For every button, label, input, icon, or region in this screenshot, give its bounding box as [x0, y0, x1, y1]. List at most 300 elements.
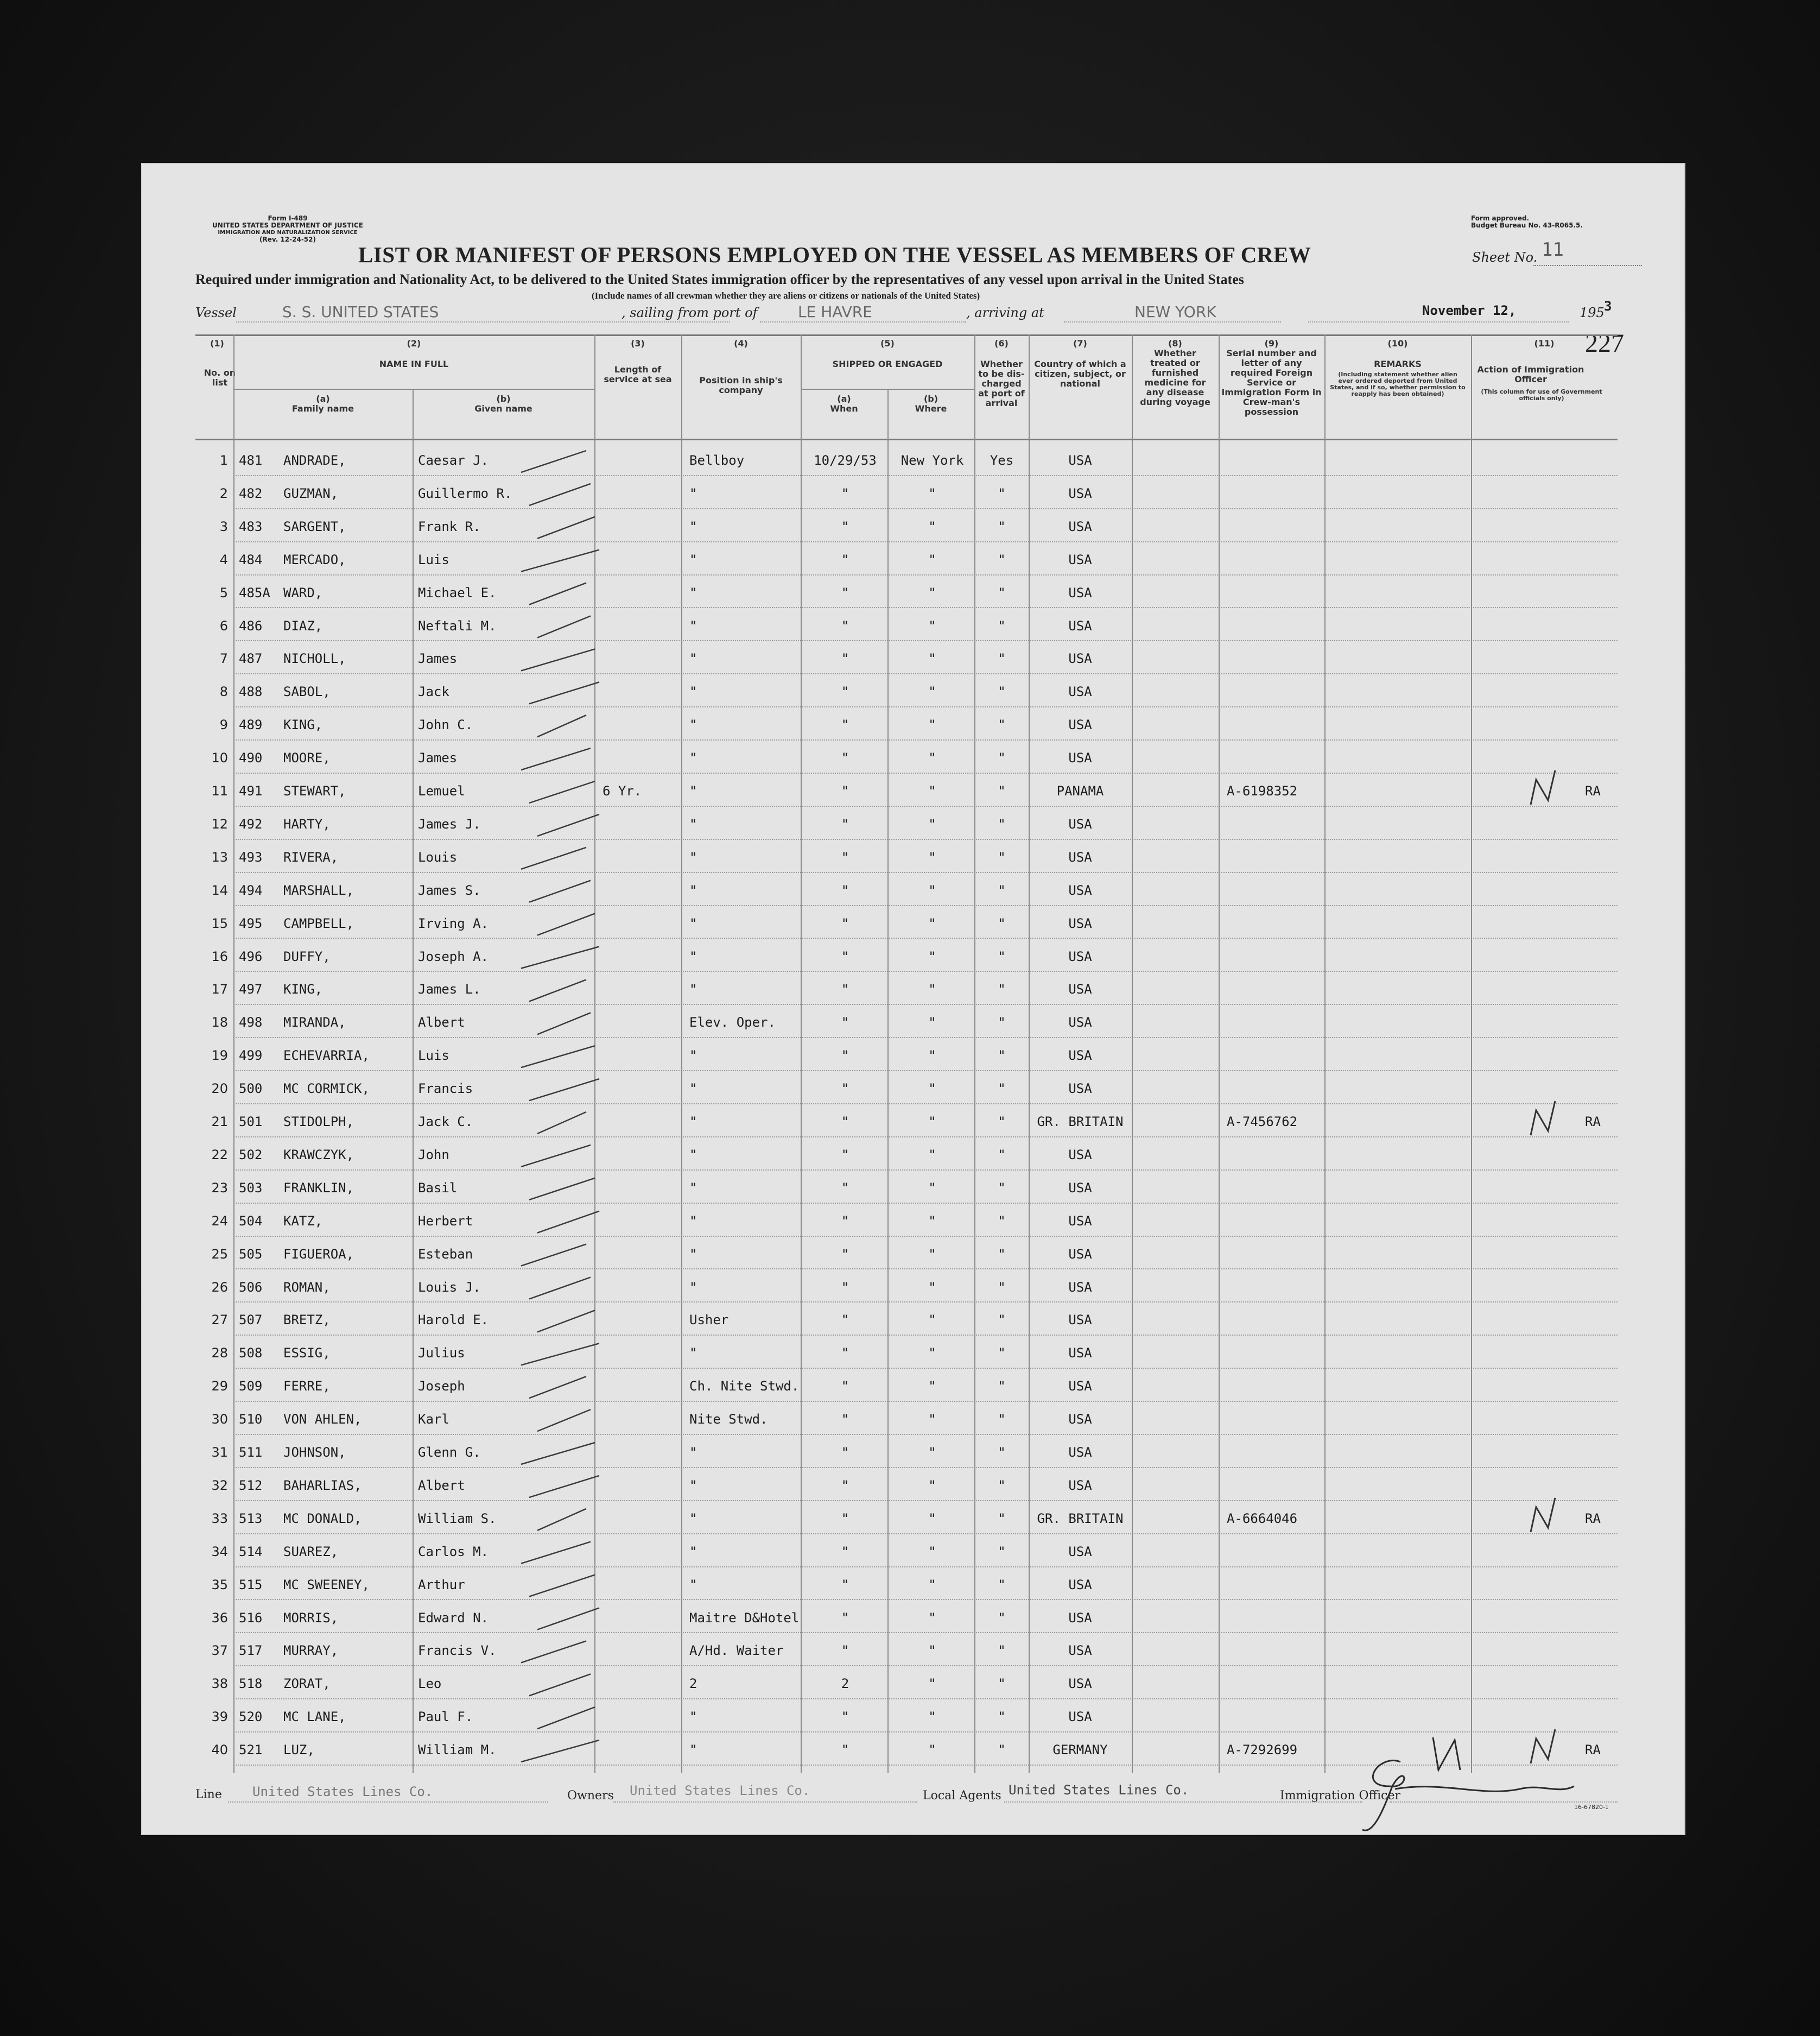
- cell-when: ": [841, 1114, 849, 1129]
- cell-id: 502: [239, 1147, 263, 1162]
- header-c11-num: (11): [1534, 338, 1555, 349]
- cell-id: 510: [239, 1412, 263, 1427]
- cell-country: USA: [1068, 849, 1092, 865]
- cell-position: ": [689, 618, 697, 634]
- cell-position: ": [689, 1213, 697, 1229]
- cell-family: ECHEVARRIA,: [283, 1048, 370, 1064]
- cell-country: USA: [1068, 1577, 1092, 1592]
- cell-discharged: ": [998, 1379, 1006, 1394]
- agency-line: UNITED STATES DEPARTMENT OF JUSTICE: [212, 222, 363, 229]
- cell-given: Lemuel: [418, 783, 465, 799]
- cell-discharged: ": [998, 1081, 1006, 1097]
- cell-n: 3: [219, 519, 228, 534]
- cell-where: ": [928, 1147, 936, 1162]
- cell-n: 11: [211, 783, 228, 799]
- cell-n: 24: [211, 1213, 228, 1229]
- cell-position: Elev. Oper.: [689, 1015, 776, 1030]
- cell-when: ": [841, 1577, 849, 1592]
- cell-serial: A-6198352: [1227, 783, 1298, 799]
- cell-discharged: ": [998, 1445, 1006, 1460]
- cell-given: William M.: [418, 1742, 497, 1758]
- cell-country: USA: [1068, 519, 1092, 534]
- check-mark: [537, 1608, 599, 1630]
- header-c2a: (a) Family name: [291, 394, 354, 414]
- cell-country: USA: [1068, 585, 1092, 600]
- cell-country: USA: [1068, 1676, 1092, 1692]
- cell-n: 22: [211, 1147, 228, 1162]
- cell-position: ": [689, 1709, 697, 1725]
- cell-discharged: ": [998, 1312, 1006, 1328]
- cell-family: HARTY,: [283, 816, 331, 832]
- cell-given: Paul F.: [418, 1709, 473, 1725]
- cell-position: ": [689, 1114, 697, 1129]
- cell-family: DUFFY,: [283, 949, 331, 964]
- cell-discharged: ": [998, 552, 1006, 567]
- vessel-label: Vessel: [195, 305, 237, 320]
- cell-n: 5: [219, 585, 228, 600]
- check-mark: [537, 1211, 599, 1233]
- cell-where: ": [928, 651, 936, 667]
- cell-when: ": [841, 849, 849, 865]
- cell-family: BRETZ,: [283, 1312, 331, 1328]
- cell-when: ": [841, 816, 849, 832]
- check-mark: [529, 881, 591, 902]
- header-c10-note: (Including statement whether alien ever ordered deported from United States, and if so, whether permission to reapply has been obtained): [1330, 371, 1466, 397]
- cell-discharged: ": [998, 651, 1006, 667]
- cell-where: ": [928, 982, 936, 997]
- header-c1: No. on list: [204, 368, 236, 388]
- cell-where: ": [928, 1180, 936, 1196]
- cell-id: 499: [239, 1048, 263, 1064]
- cell-id: 506: [239, 1279, 263, 1295]
- cell-position: ": [689, 1742, 697, 1758]
- footer-line-value: United States Lines Co.: [252, 1784, 433, 1799]
- cell-n: 27: [211, 1312, 228, 1328]
- cell-where: ": [928, 816, 936, 832]
- cell-country: USA: [1068, 982, 1092, 997]
- header-c4: Position in ship's company: [699, 375, 783, 395]
- cell-discharged: ": [998, 585, 1006, 600]
- cell-n: 14: [211, 882, 228, 898]
- cell-id: 513: [239, 1510, 263, 1526]
- header-c5b: (b) Where: [915, 394, 947, 414]
- cell-id: 504: [239, 1213, 263, 1229]
- cell-id: 483: [239, 519, 263, 534]
- cell-where: ": [928, 1709, 936, 1725]
- cell-discharged: ": [998, 1643, 1006, 1659]
- check-mark: [521, 1740, 599, 1762]
- cell-where: ": [928, 1114, 936, 1129]
- cell-id: 486: [239, 618, 263, 634]
- check-mark: [537, 1409, 591, 1431]
- cell-discharged: ": [998, 1412, 1006, 1427]
- cell-discharged: ": [998, 1577, 1006, 1592]
- cell-when: ": [841, 1643, 849, 1659]
- agency-line: IMMIGRATION AND NATURALIZATION SERVICE: [218, 230, 358, 236]
- cell-given: Joseph: [418, 1379, 465, 1394]
- cell-when: ": [841, 1610, 849, 1626]
- header-c2: NAME IN FULL: [379, 359, 449, 369]
- cell-n: 39: [211, 1709, 228, 1725]
- cell-id: 507: [239, 1312, 263, 1328]
- cell-when: ": [841, 1246, 849, 1262]
- cell-family: ANDRADE,: [283, 453, 346, 468]
- cell-where: ": [928, 1213, 936, 1229]
- cell-family: SARGENT,: [283, 519, 346, 534]
- cell-position: ": [689, 519, 697, 534]
- cell-where: ": [928, 1643, 936, 1659]
- cell-position: ": [689, 585, 697, 600]
- cell-when: 2: [841, 1676, 849, 1692]
- cell-family: GUZMAN,: [283, 485, 339, 501]
- cell-where: ": [928, 1412, 936, 1427]
- cell-country: USA: [1068, 949, 1092, 964]
- cell-where: ": [928, 1477, 936, 1493]
- cell-position: ": [689, 1246, 697, 1262]
- cell-n: 31: [211, 1445, 228, 1460]
- cell-id: 520: [239, 1709, 263, 1725]
- cell-n: 29: [211, 1379, 228, 1394]
- cell-when: ": [841, 519, 849, 534]
- cell-family: VON AHLEN,: [283, 1412, 362, 1427]
- cell-country: USA: [1068, 684, 1092, 700]
- cell-family: STEWART,: [283, 783, 346, 799]
- cell-position: ": [689, 1345, 697, 1361]
- cell-n: 19: [211, 1048, 228, 1064]
- cell-given: Louis J.: [418, 1279, 481, 1295]
- check-mark: [521, 1443, 595, 1464]
- cell-discharged: ": [998, 1114, 1006, 1129]
- year-suffix: 3: [1604, 299, 1612, 314]
- cell-country: USA: [1068, 1147, 1092, 1162]
- check-mark: [537, 1112, 586, 1134]
- cell-when: ": [841, 684, 849, 700]
- check-mark: [537, 1707, 595, 1729]
- cell-given: Louis: [418, 849, 458, 865]
- check-mark: [529, 484, 591, 505]
- cell-id: 484: [239, 552, 263, 567]
- check-mark: [537, 616, 591, 638]
- cell-given: William S.: [418, 1510, 497, 1526]
- footer-agents-label: Local Agents: [923, 1789, 1001, 1803]
- cell-where: ": [928, 949, 936, 964]
- cell-when: ": [841, 485, 849, 501]
- cell-n: 18: [211, 1015, 228, 1030]
- cell-when: 10/29/53: [814, 453, 877, 468]
- check-mark: [521, 1244, 586, 1266]
- check-mark: [529, 1079, 599, 1101]
- cell-country: USA: [1068, 1279, 1092, 1295]
- cell-when: ": [841, 585, 849, 600]
- cell-when: ": [841, 1510, 849, 1526]
- cell-n: 10: [211, 750, 228, 766]
- cell-id: 490: [239, 750, 263, 766]
- cell-discharged: ": [998, 1246, 1006, 1262]
- cell-id: 493: [239, 849, 263, 865]
- check-mark: [521, 649, 595, 671]
- cell-country: USA: [1068, 1412, 1092, 1427]
- cell-discharged: ": [998, 783, 1006, 799]
- header-c7-num: (7): [1073, 338, 1087, 349]
- document-subtitle: Required under immigration and Nationality Act, to be delivered to the United States immigration officer by the representatives of any vessel upon arrival in the United States: [195, 271, 1244, 287]
- cell-position: ": [689, 750, 697, 766]
- cell-country: USA: [1068, 1213, 1092, 1229]
- cell-id: 492: [239, 816, 263, 832]
- cell-where: ": [928, 618, 936, 634]
- manifest-sheet: [141, 163, 1685, 1835]
- cell-position: ": [689, 882, 697, 898]
- cell-when: ": [841, 1147, 849, 1162]
- header-c5a: (a) When: [830, 394, 858, 414]
- cell-when: ": [841, 882, 849, 898]
- cell-position: ": [689, 915, 697, 931]
- cell-discharged: ": [998, 1279, 1006, 1295]
- cell-family: SUAREZ,: [283, 1544, 339, 1559]
- cell-action: RA: [1585, 783, 1601, 799]
- cell-id: 488: [239, 684, 263, 700]
- cell-given: Albert: [418, 1015, 465, 1030]
- cell-discharged: ": [998, 849, 1006, 865]
- cell-discharged: ": [998, 684, 1006, 700]
- cell-where: ": [928, 849, 936, 865]
- cell-where: ": [928, 1676, 936, 1692]
- header-c7: Country of which a citizen, subject, or national: [1034, 359, 1126, 389]
- cell-n: 33: [211, 1510, 228, 1526]
- cell-position: ": [689, 949, 697, 964]
- cell-given: Frank R.: [418, 519, 481, 534]
- check-mark: [537, 517, 595, 539]
- cell-family: MC DONALD,: [283, 1510, 362, 1526]
- cell-id: 515: [239, 1577, 263, 1592]
- check-mark: [529, 781, 595, 803]
- sheet-label: Sheet No.: [1472, 250, 1538, 265]
- form-revision: (Rev. 12-24-52): [259, 236, 316, 243]
- header-c10: REMARKS: [1374, 359, 1422, 369]
- cell-country: USA: [1068, 1445, 1092, 1460]
- cell-position: ": [689, 651, 697, 667]
- footer-agents-value: United States Lines Co.: [1009, 1782, 1189, 1798]
- cell-country: GR. BRITAIN: [1037, 1510, 1124, 1526]
- cell-position: ": [689, 1147, 697, 1162]
- cell-position: ": [689, 982, 697, 997]
- cell-id: 511: [239, 1445, 263, 1460]
- cell-family: MARSHALL,: [283, 882, 354, 898]
- cell-family: MERCADO,: [283, 552, 346, 567]
- cell-n: 9: [219, 717, 228, 733]
- handwritten-n-mark: [1531, 770, 1555, 805]
- cell-id: 518: [239, 1676, 263, 1692]
- cell-given: James: [418, 750, 458, 766]
- header-c10-num: (10): [1387, 338, 1408, 349]
- sheet-number: 11: [1542, 239, 1564, 261]
- vessel-name: S. S. UNITED STATES: [282, 303, 439, 321]
- cell-id: 516: [239, 1610, 263, 1626]
- cell-when: ": [841, 949, 849, 964]
- header-c8-num: (8): [1168, 338, 1182, 349]
- cell-discharged: ": [998, 1213, 1006, 1229]
- check-mark: [521, 451, 586, 472]
- cell-position: Bellboy: [689, 453, 745, 468]
- cell-family: MOORE,: [283, 750, 331, 766]
- cell-family: ZORAT,: [283, 1676, 331, 1692]
- cell-n: 34: [211, 1544, 228, 1559]
- cell-when: ": [841, 1180, 849, 1196]
- cell-discharged: ": [998, 1544, 1006, 1559]
- cell-where: New York: [901, 453, 964, 468]
- cell-position: ": [689, 552, 697, 567]
- cell-where: ": [928, 1445, 936, 1460]
- cell-family: FIGUEROA,: [283, 1246, 354, 1262]
- cell-id: 498: [239, 1015, 263, 1030]
- cell-given: Julius: [418, 1345, 465, 1361]
- footer-print-code: 16-67820-1: [1574, 1804, 1609, 1811]
- cell-n: 26: [211, 1279, 228, 1295]
- cell-given: John: [418, 1147, 449, 1162]
- handwritten-n-mark: [1531, 1101, 1555, 1135]
- cell-discharged: ": [998, 1510, 1006, 1526]
- handwritten-marks: [141, 163, 1685, 1835]
- cell-id: 500: [239, 1081, 263, 1097]
- cell-position: ": [689, 1445, 697, 1460]
- footer-owners-value: United States Lines Co.: [630, 1783, 810, 1798]
- cell-given: Carlos M.: [418, 1544, 489, 1559]
- cell-where: ": [928, 783, 936, 799]
- cell-n: 32: [211, 1477, 228, 1493]
- cell-n: 16: [211, 949, 228, 964]
- cell-id: 482: [239, 485, 263, 501]
- check-mark: [521, 1145, 591, 1167]
- cell-given: Glenn G.: [418, 1445, 481, 1460]
- cell-country: USA: [1068, 552, 1092, 567]
- cell-id: 505: [239, 1246, 263, 1262]
- cell-when: ": [841, 1742, 849, 1758]
- page-stamp-number: 227: [1585, 329, 1624, 358]
- cell-discharged: ": [998, 1015, 1006, 1030]
- footer-owners-label: Owners: [567, 1789, 614, 1803]
- cell-family: MORRIS,: [283, 1610, 339, 1626]
- cell-service: 6 Yr.: [603, 783, 642, 799]
- cell-country: USA: [1068, 1345, 1092, 1361]
- cell-position: ": [689, 1477, 697, 1493]
- cell-position: ": [689, 1544, 697, 1559]
- cell-where: ": [928, 882, 936, 898]
- cell-id: 497: [239, 982, 263, 997]
- cell-n: 15: [211, 915, 228, 931]
- cell-n: 8: [219, 684, 228, 700]
- cell-n: 7: [219, 651, 228, 667]
- footer-line-label: Line: [195, 1788, 222, 1801]
- check-mark: [521, 1343, 599, 1365]
- cell-position: Ch. Nite Stwd.: [689, 1379, 800, 1394]
- cell-family: ESSIG,: [283, 1345, 331, 1361]
- cell-id: 489: [239, 717, 263, 733]
- cell-given: Guillermo R.: [418, 485, 512, 501]
- check-mark: [537, 1509, 586, 1531]
- cell-position: Usher: [689, 1312, 729, 1328]
- cell-where: ": [928, 1510, 936, 1526]
- cell-when: ": [841, 1081, 849, 1097]
- cell-family: LUZ,: [283, 1742, 315, 1758]
- check-mark: [537, 814, 599, 836]
- cell-country: GERMANY: [1052, 1742, 1108, 1758]
- handwritten-n-mark: [1531, 1498, 1555, 1532]
- cell-discharged: ": [998, 982, 1006, 997]
- cell-family: KRAWCZYK,: [283, 1147, 354, 1162]
- cell-discharged: ": [998, 1147, 1006, 1162]
- header-c6: Whether to be dis-charged at port of arrival: [978, 359, 1025, 408]
- cell-when: ": [841, 1048, 849, 1064]
- footer-officer-label: Immigration Officer: [1280, 1789, 1401, 1803]
- cell-where: ": [928, 1048, 936, 1064]
- cell-family: RIVERA,: [283, 849, 339, 865]
- cell-n: 4: [219, 552, 228, 567]
- cell-action: RA: [1585, 1510, 1601, 1526]
- cell-given: Esteban: [418, 1246, 473, 1262]
- cell-given: Jack C.: [418, 1114, 473, 1129]
- cell-n: 35: [211, 1577, 228, 1592]
- cell-id: 495: [239, 915, 263, 931]
- cell-position: ": [689, 1510, 697, 1526]
- cell-given: James: [418, 651, 458, 667]
- cell-discharged: ": [998, 1477, 1006, 1493]
- cell-country: USA: [1068, 1544, 1092, 1559]
- check-mark: [537, 1013, 591, 1034]
- cell-where: ": [928, 1379, 936, 1394]
- cell-when: ": [841, 982, 849, 997]
- cell-family: NICHOLL,: [283, 651, 346, 667]
- cell-country: USA: [1068, 618, 1092, 634]
- check-mark: [529, 1376, 586, 1398]
- cell-where: ": [928, 519, 936, 534]
- cell-country: USA: [1068, 1643, 1092, 1659]
- check-mark: [521, 947, 599, 969]
- cell-where: ": [928, 1015, 936, 1030]
- check-mark: [537, 715, 586, 737]
- cell-where: ": [928, 485, 936, 501]
- document-subnote: (Include names of all crewman whether they are aliens or citizens or nationals of the United States): [592, 290, 980, 301]
- cell-country: USA: [1068, 651, 1092, 667]
- cell-given: Harold E.: [418, 1312, 489, 1328]
- cell-family: FERRE,: [283, 1379, 331, 1394]
- cell-family: JOHNSON,: [283, 1445, 346, 1460]
- cell-when: ": [841, 1379, 849, 1394]
- cell-discharged: ": [998, 519, 1006, 534]
- cell-given: John C.: [418, 717, 473, 733]
- cell-family: BAHARLIAS,: [283, 1477, 362, 1493]
- cell-where: ": [928, 1279, 936, 1295]
- cell-family: STIDOLPH,: [283, 1114, 354, 1129]
- cell-position: Maitre D&Hotel: [689, 1610, 800, 1626]
- cell-where: ": [928, 684, 936, 700]
- cell-family: MURRAY,: [283, 1643, 339, 1659]
- cell-n: 1: [219, 453, 228, 468]
- cell-given: Leo: [418, 1676, 442, 1692]
- cell-action: RA: [1585, 1114, 1601, 1129]
- document-title: LIST OR MANIFEST OF PERSONS EMPLOYED ON THE VESSEL AS MEMBERS OF CREW: [358, 242, 1311, 267]
- cell-n: 28: [211, 1345, 228, 1361]
- cell-when: ": [841, 1345, 849, 1361]
- cell-country: USA: [1068, 1379, 1092, 1394]
- header-c2-num: (2): [407, 338, 421, 349]
- cell-where: ": [928, 915, 936, 931]
- cell-discharged: ": [998, 717, 1006, 733]
- header-c5: SHIPPED OR ENGAGED: [832, 359, 943, 369]
- cell-discharged: ": [998, 750, 1006, 766]
- cell-given: Arthur: [418, 1577, 465, 1592]
- cell-family: MC CORMICK,: [283, 1081, 370, 1097]
- cell-given: James L.: [418, 982, 481, 997]
- cell-id: 521: [239, 1742, 263, 1758]
